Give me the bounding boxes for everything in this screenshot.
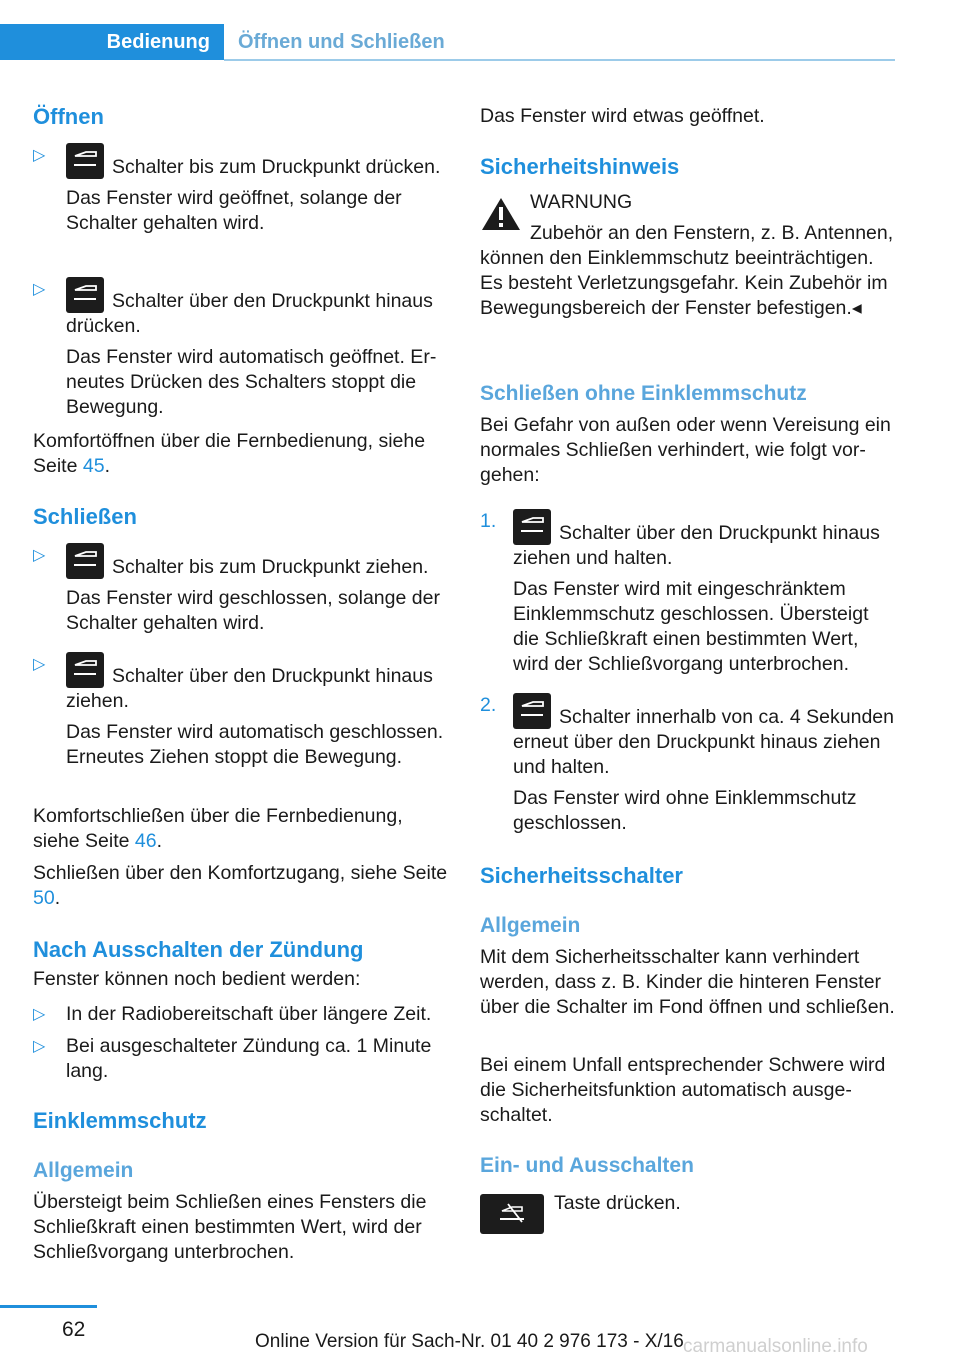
item-text: Schalter über den Druckpunkt hinaus drücken. <box>66 290 433 337</box>
heading-allgemein: Allgemein <box>33 1159 134 1182</box>
window-switch-icon <box>513 693 551 729</box>
heading-sicherheitsschalter: Sicherheitsschalter <box>480 863 683 888</box>
heading-sicherheitshinweis: Sicherheitshinweis <box>480 154 680 179</box>
item-detail: Das Fenster wird geschlossen, solange der Schalter gehalten wird. <box>66 587 440 634</box>
bullet-triangle-icon: ▷ <box>33 281 46 298</box>
step-number: 2. <box>480 694 497 716</box>
item-text: In der Radiobereitschaft über längere Zeit. <box>66 1003 432 1025</box>
heading-schliessen: Schließen <box>33 504 137 529</box>
page-link[interactable]: 45 <box>82 455 105 477</box>
item-detail: Das Fenster wird geöffnet, solange der Schalter gehalten wird. <box>66 187 402 234</box>
list-item <box>33 1002 453 1027</box>
heading-einklemmschutz: Einklemmschutz <box>33 1108 207 1133</box>
step-number: 1. <box>480 510 497 532</box>
cross-reference: Komfortöffnen über die Fernbedienung, siehe Seite 45. <box>33 430 426 477</box>
page-header <box>0 0 895 62</box>
window-switch-icon <box>66 143 104 179</box>
list-item <box>33 1034 453 1084</box>
heading-ein-ausschalten: Ein- und Ausschalten <box>480 1154 694 1177</box>
list-item <box>33 277 453 420</box>
bullet-triangle-icon: ▷ <box>33 1006 46 1023</box>
warning-label: WARNUNG <box>530 191 633 213</box>
item-text: Schalter innerhalb von ca. 4 Sekunden erneut über den Druckpunkt hinaus ziehen und halten. <box>513 706 894 778</box>
paragraph: Mit dem Sicherheitsschalter kann verhindert werden, dass z. B. Kinder die hinteren Fenster über die Schalter im Fond öffnen und schließen. <box>480 946 895 1018</box>
warning-text: Zubehör an den Fenstern, z. B. Antennen, können den Einklemmschutz beeinträchtigen. Es besteht Verletzungsgefahr. Kein Zubehör im Bewegungsbereich der Fenster befestigen.◂ <box>480 222 894 319</box>
item-text: Schalter über den Druckpunkt hinaus ziehen. <box>66 665 433 712</box>
heading-allgemein: Allgemein <box>480 914 581 937</box>
cross-reference: Komfortschließen über die Fernbedienung, siehe Seite 46. <box>33 805 403 852</box>
bullet-triangle-icon: ▷ <box>33 1038 46 1055</box>
safety-switch-key-icon <box>480 1194 544 1234</box>
list-item <box>33 652 453 770</box>
cross-reference-text: Komfortschließen über die Fernbedienung, siehe Seite <box>33 805 403 852</box>
item-detail: Das Fenster wird ohne Einklemmschutz geschlossen. <box>513 787 857 834</box>
list-item <box>33 143 453 236</box>
paragraph: Taste drücken. <box>554 1192 681 1214</box>
heading-oeffnen: Öffnen <box>33 104 104 129</box>
window-switch-icon <box>66 277 104 313</box>
page-number: 62 <box>62 1318 86 1341</box>
item-text: Schalter über den Druckpunkt hinaus ziehen und halten. <box>513 522 880 569</box>
item-text: Schalter bis zum Druckpunkt drücken. <box>112 156 441 178</box>
footer-rule <box>0 1305 97 1308</box>
window-switch-icon <box>66 652 104 688</box>
window-switch-icon <box>513 509 551 545</box>
header-rule <box>224 59 895 61</box>
bullet-triangle-icon: ▷ <box>33 547 46 564</box>
item-text: Schalter bis zum Druckpunkt ziehen. <box>112 556 429 578</box>
item-detail: Das Fenster wird automatisch geöffnet. Erneutes Drücken des Schalters stoppt die Bewegung. <box>66 346 437 418</box>
section-tab[interactable]: Öffnen und Schließen <box>238 31 445 53</box>
paragraph: Bei Gefahr von außen oder wenn Vereisung ein normales Schließen verhindert, wie folgt vorgehen: <box>480 414 891 486</box>
watermark: carmanualsonline.info <box>683 1336 868 1357</box>
paragraph: Fenster können noch bedient werden: <box>33 968 361 990</box>
item-detail: Das Fenster wird mit eingeschränktem Einklemmschutz geschlossen. Übersteigt die Schließkraft einen bestimmten Wert, wird der Schließvorgang unterbrochen. <box>513 578 869 675</box>
bullet-triangle-icon: ▷ <box>33 147 46 164</box>
cross-reference: Schließen über den Komfortzugang, siehe Seite 50. <box>33 862 448 909</box>
chapter-tab[interactable]: Bedienung <box>0 24 224 60</box>
bullet-triangle-icon: ▷ <box>33 656 46 673</box>
online-version-note: Online Version für Sach-Nr. 01 40 2 976 173 - X/16 <box>255 1331 684 1352</box>
cross-reference-text: Schließen über den Komfortzugang, siehe Seite <box>33 862 448 884</box>
paragraph: Das Fenster wird etwas geöffnet. <box>480 105 765 127</box>
cross-reference-text: Komfortöffnen über die Fernbedienung, siehe Seite <box>33 430 426 477</box>
window-switch-icon <box>66 543 104 579</box>
list-item <box>480 509 898 677</box>
list-item <box>480 693 898 836</box>
list-item <box>33 543 453 636</box>
item-detail: Das Fenster wird automatisch geschlossen. Erneutes Ziehen stoppt die Bewegung. <box>66 721 444 768</box>
page-link[interactable]: 50 <box>33 887 55 909</box>
heading-nach-ausschalten: Nach Ausschalten der Zündung <box>33 937 364 962</box>
page-link[interactable]: 46 <box>134 830 157 852</box>
paragraph: Übersteigt beim Schließen eines Fensters die Schließkraft einen bestimmten Wert, wird der Schließvorgang unterbrochen. <box>33 1191 427 1263</box>
heading-schliessen-ohne: Schließen ohne Einklemmschutz <box>480 382 807 405</box>
item-text: Bei ausgeschalteter Zündung ca. 1 Minute lang. <box>66 1035 432 1082</box>
paragraph: Bei einem Unfall entsprechender Schwere wird die Sicherheitsfunktion automatisch ausgeschaltet. <box>480 1054 886 1126</box>
